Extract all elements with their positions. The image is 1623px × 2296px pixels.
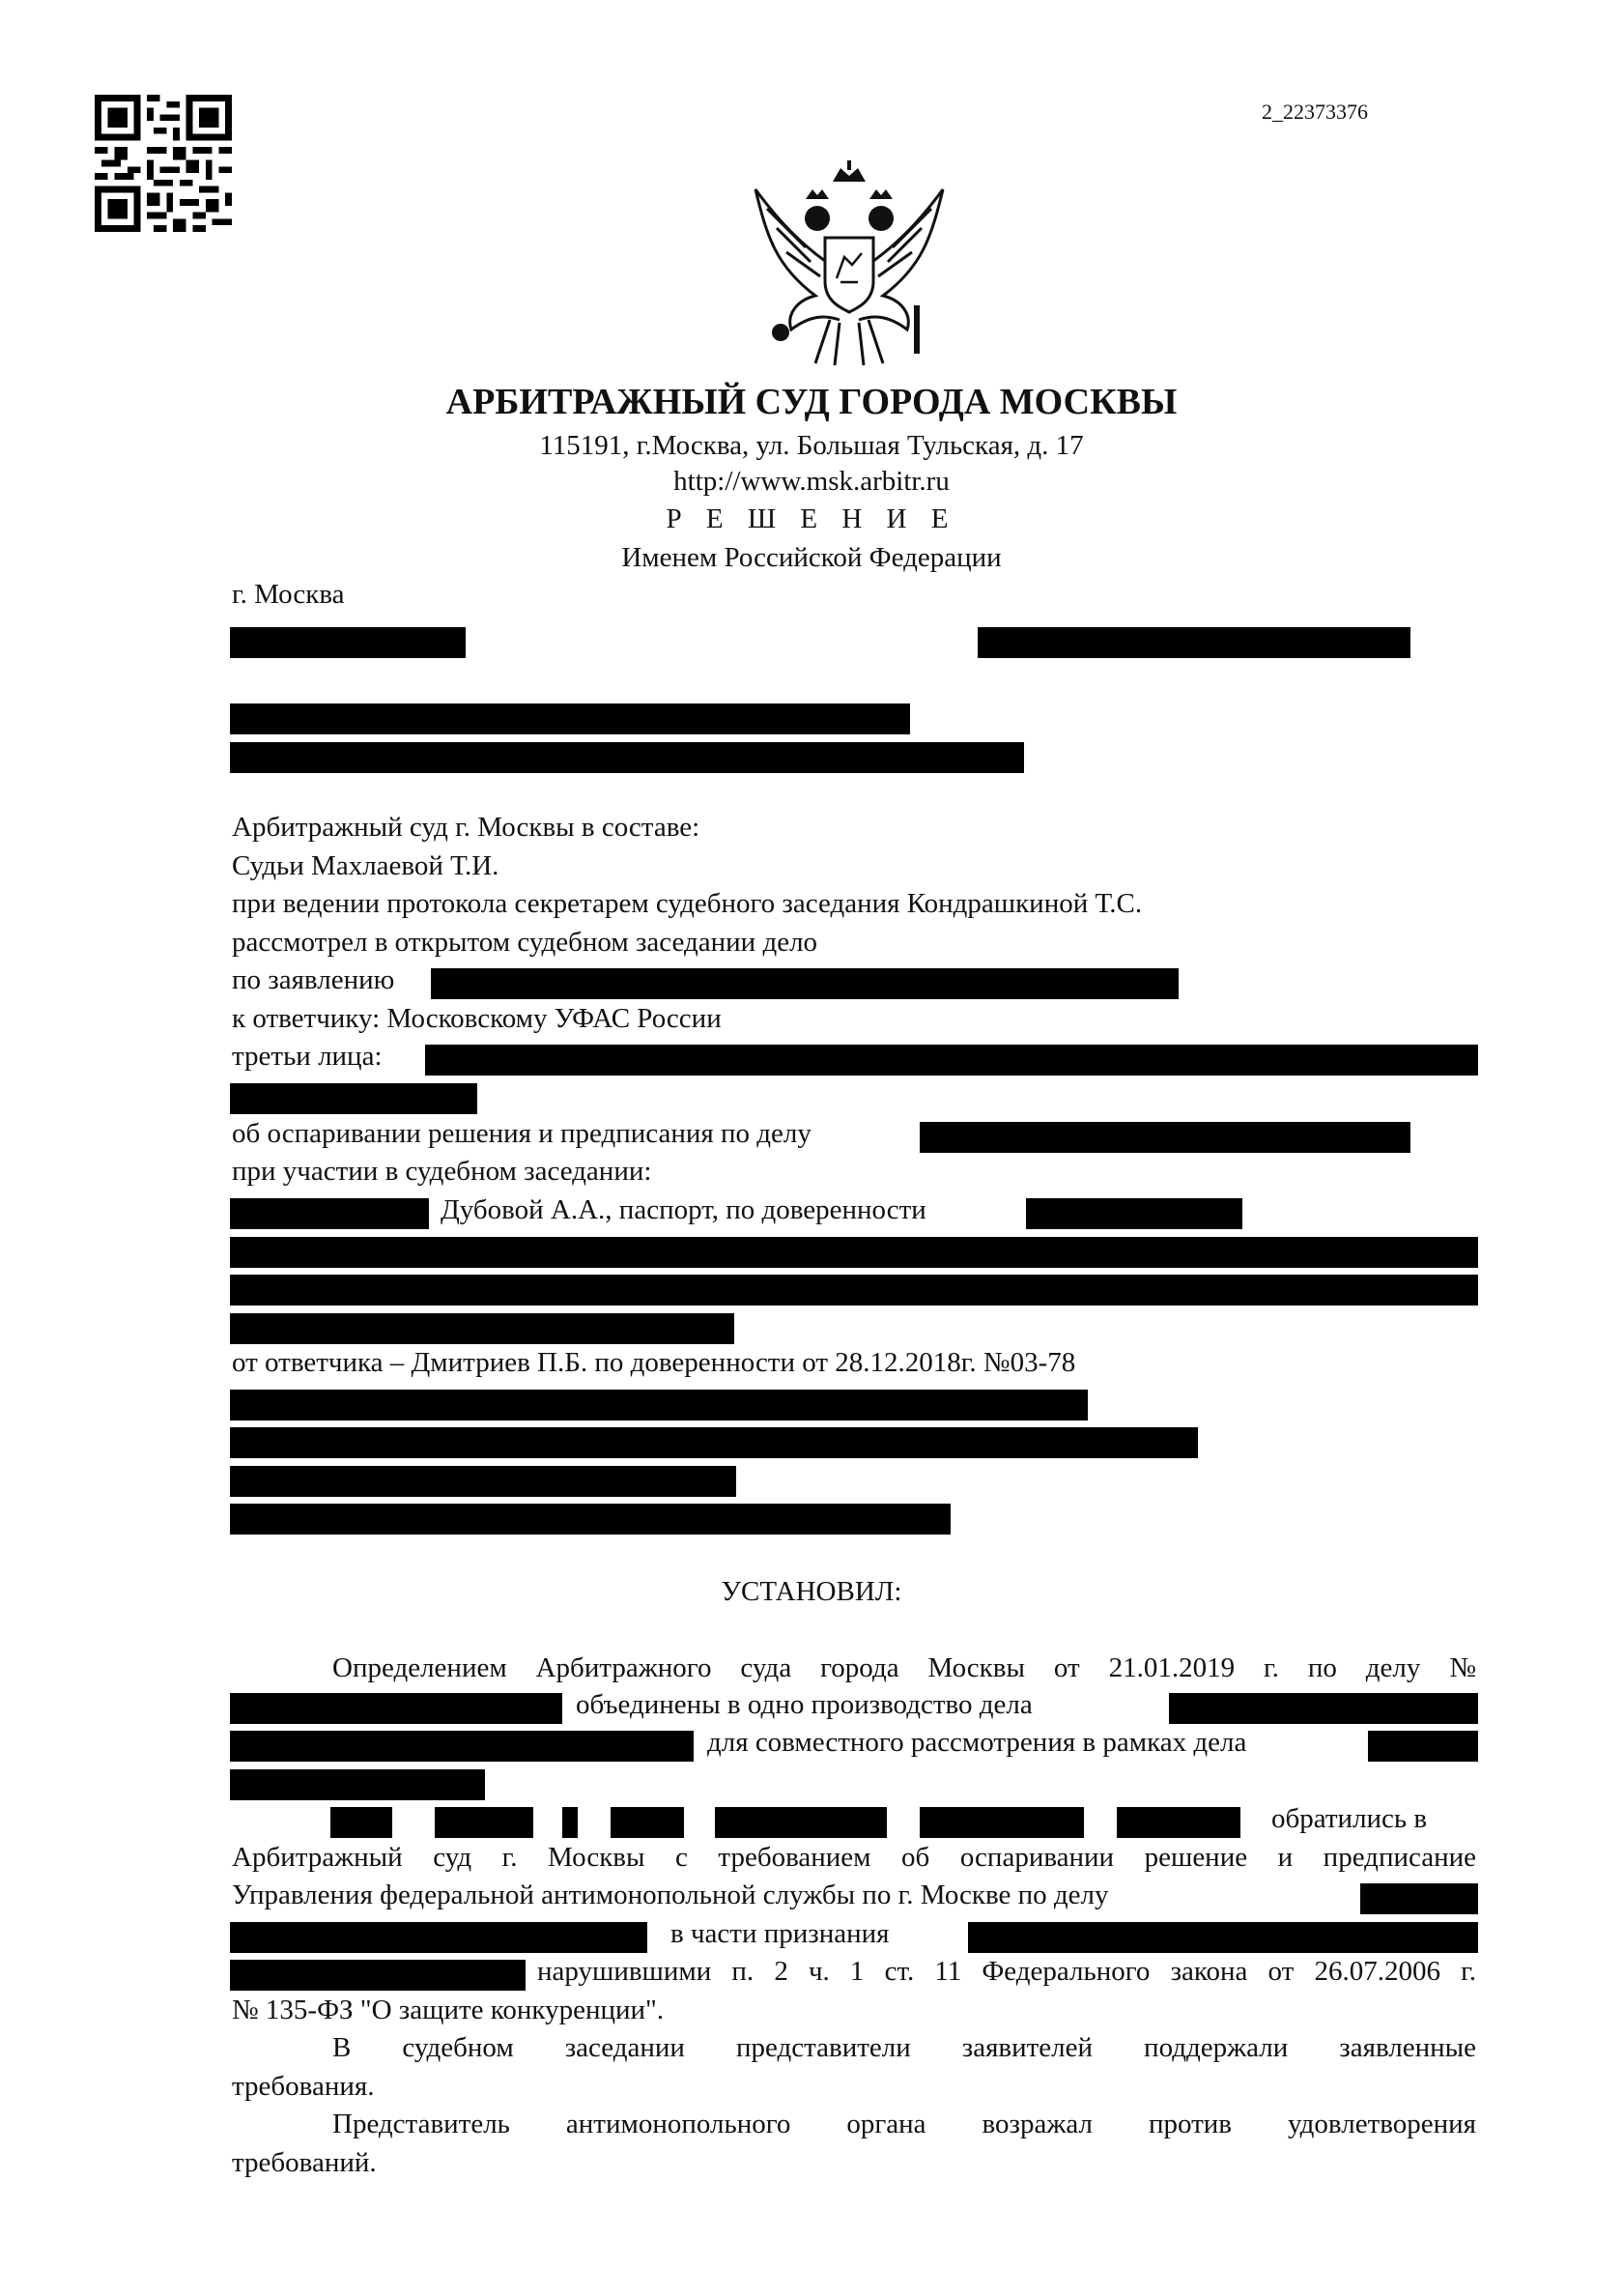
redaction: [230, 1198, 429, 1229]
in-the-name-line: Именем Российской Федерации: [621, 542, 1002, 573]
redaction: [562, 1807, 578, 1838]
paragraph-2-line-4: в части признания: [670, 1918, 890, 1949]
redaction: [230, 1275, 1478, 1306]
paragraph-2-line-1: обратились в: [1271, 1803, 1428, 1834]
paragraph-3-line-2: требования.: [232, 2071, 375, 2102]
redaction: [920, 1122, 1410, 1153]
redaction: [230, 1466, 736, 1497]
redaction: [1117, 1807, 1240, 1838]
redaction: [230, 1427, 1198, 1458]
document-id: 2_22373376: [1262, 100, 1368, 124]
redaction: [230, 1390, 1088, 1421]
redaction: [1169, 1693, 1478, 1724]
redaction: [1026, 1198, 1242, 1229]
paragraph-1-line-3: для совместного рассмотрения в рамках дела: [707, 1727, 1247, 1758]
redaction: [330, 1807, 392, 1838]
redaction: [230, 1693, 562, 1724]
redaction: [968, 1922, 1478, 1953]
redaction: [230, 1769, 485, 1800]
qr-code: [95, 95, 232, 232]
redaction: [611, 1807, 684, 1838]
redaction: [978, 627, 1410, 658]
redaction: [230, 1237, 1478, 1268]
redaction: [425, 1045, 1478, 1076]
third-parties-label: третьи лица:: [232, 1041, 383, 1072]
court-address: 115191, г.Москва, ул. Большая Тульская, д. 17: [539, 430, 1084, 461]
coat-of-arms-icon: [748, 160, 951, 373]
participants-line: при участии в судебном заседании:: [232, 1156, 652, 1187]
redaction: [230, 1922, 647, 1953]
redaction: [230, 1504, 951, 1535]
examined-line: рассмотрел в открытом судебном заседании дело: [232, 927, 818, 958]
court-website: http://www.msk.arbitr.ru: [673, 466, 950, 497]
paragraph-3-line-1: В судебном заседании представители заявителей поддержали заявленные: [332, 2032, 1476, 2063]
redaction: [230, 1960, 526, 1991]
redaction: [1360, 1883, 1478, 1914]
paragraph-2-line-2: Арбитражный суд г. Москвы с требованием об оспаривании решение и предписание: [232, 1842, 1476, 1873]
paragraph-1-line-1: Определением Арбитражного суда города Москвы от 21.01.2019 г. по делу №: [332, 1652, 1476, 1683]
city: г. Москва: [232, 579, 345, 610]
redaction: [920, 1807, 1084, 1838]
paragraph-2-line-6: № 135-ФЗ "О защите конкуренции".: [232, 1995, 665, 2025]
subject-line: об оспаривании решения и предписания по делу: [232, 1118, 812, 1149]
applicant-representative: Дубовой А.А., паспорт, по доверенности: [441, 1194, 926, 1225]
court-title: АРБИТРАЖНЫЙ СУД ГОРОДА МОСКВЫ: [445, 382, 1178, 422]
secretary-line: при ведении протокола секретарем судебного заседания Кондрашкиной Т.С.: [232, 888, 1143, 919]
decision-title: Р Е Ш Е Н И Е: [666, 503, 957, 534]
redaction: [230, 1731, 694, 1762]
court-composition: Арбитражный суд г. Москвы в составе:: [232, 812, 700, 843]
redaction: [1368, 1731, 1478, 1762]
redaction: [230, 1313, 734, 1344]
established-heading: УСТАНОВИЛ:: [721, 1576, 902, 1607]
redaction: [230, 742, 1024, 773]
by-application-label: по заявлению: [232, 964, 395, 995]
defendant-representative: от ответчика – Дмитриев П.Б. по доверенности от 28.12.2018г. №03-78: [232, 1347, 1076, 1378]
redaction: [715, 1807, 887, 1838]
paragraph-2-line-3: Управления федеральной антимонопольной службы по г. Москве по делу: [232, 1880, 1109, 1910]
redaction: [230, 627, 466, 658]
redaction: [230, 703, 910, 734]
redaction: [431, 968, 1179, 999]
redaction: [435, 1807, 533, 1838]
redaction: [230, 1083, 477, 1114]
paragraph-2-line-5: нарушившими п. 2 ч. 1 ст. 11 Федерального закона от 26.07.2006 г.: [537, 1956, 1476, 1987]
defendant-line: к ответчику: Московскому УФАС России: [232, 1003, 722, 1034]
paragraph-4-line-2: требований.: [232, 2147, 377, 2178]
paragraph-4-line-1: Представитель антимонопольного органа возражал против удовлетворения: [332, 2109, 1476, 2139]
paragraph-1-line-2: объединены в одно производство дела: [576, 1689, 1033, 1720]
judge-line: Судьи Махлаевой Т.И.: [232, 850, 499, 881]
